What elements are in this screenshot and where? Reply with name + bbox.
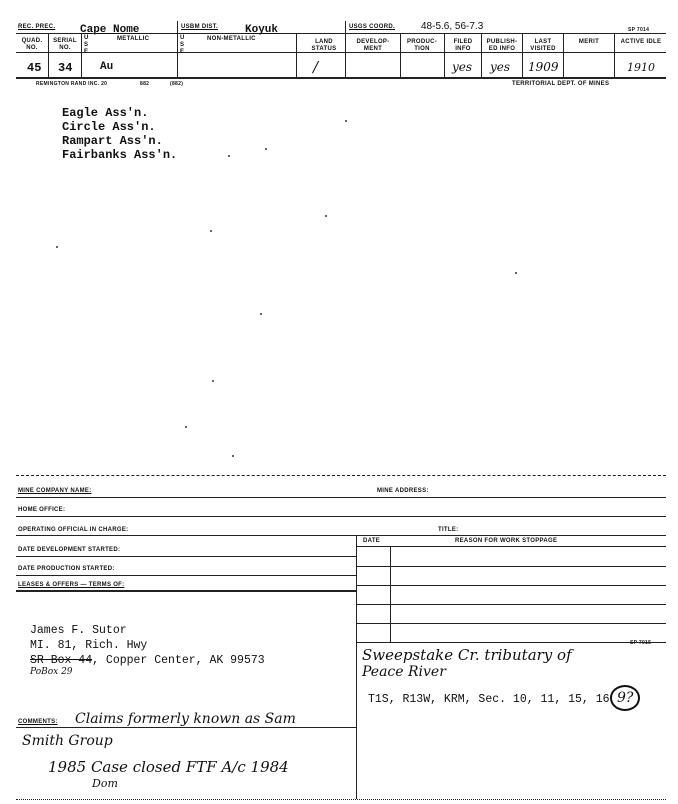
comment-line-3: 1985 Case closed FTF A/c 1984	[48, 758, 289, 776]
date-production-started-label: DATE PRODUCTION STARTED:	[18, 566, 115, 572]
scan-speck	[232, 455, 234, 457]
owner-address-line1: MI. 81, Rich. Hwy	[30, 639, 148, 652]
rec-prec-value: Cape Nome	[80, 24, 140, 36]
divider	[400, 33, 401, 77]
col-active-idle: ACTIVE IDLE	[620, 39, 662, 45]
scan-speck	[212, 380, 214, 382]
list-item: Fairbanks Ass'n.	[62, 148, 178, 162]
scan-speck	[345, 120, 347, 122]
row-filed-info: yes	[452, 60, 473, 74]
list-item: Rampart Ass'n.	[62, 134, 163, 148]
scan-speck	[325, 215, 327, 217]
associations-list	[62, 106, 177, 162]
printer-imprint: REMINGTON RAND INC. 20	[36, 81, 108, 87]
handwritten-location-2: Peace River	[362, 664, 446, 680]
right-panel-border	[356, 535, 357, 799]
col-production: PRODUC- TION	[406, 39, 438, 52]
mine-address-label: MINE ADDRESS:	[377, 488, 429, 494]
row-serial: 34	[58, 61, 73, 75]
col-land-status: LAND STATUS	[311, 39, 337, 52]
col-use-letters-2: U S E	[180, 35, 185, 55]
divider	[563, 33, 564, 77]
col-quad-no: QUAD. NO.	[21, 38, 43, 51]
divider	[296, 33, 297, 77]
col-metallic: METALLIC	[117, 36, 150, 42]
form-code-paren: (882)	[170, 81, 184, 87]
scan-speck	[210, 230, 212, 232]
usgs-coord-label: USGS COORD.	[349, 24, 395, 30]
form-number-lower: SP 7015	[630, 640, 652, 646]
row-quad: 45	[27, 61, 42, 75]
legal-location: T1S, R13W, KRM, Sec. 10, 11, 15, 16	[368, 693, 610, 706]
form-number: SP 7014	[628, 27, 650, 33]
usbm-dist-value: Koyuk	[245, 24, 279, 36]
owner-address-line2	[30, 653, 265, 668]
usbm-dist-label: USBM DIST.	[181, 24, 219, 30]
date-development-started-label: DATE DEVELOPMENT STARTED:	[18, 547, 121, 553]
date-column-divider	[390, 546, 391, 642]
scan-speck	[185, 426, 187, 428]
col-merit: MERIT	[578, 39, 600, 45]
rule-leases	[16, 590, 356, 592]
list-item: Eagle Ass'n.	[62, 106, 149, 120]
operating-official-label: OPERATING OFFICIAL IN CHARGE:	[18, 527, 129, 533]
rec-prec-label: REC. PREC.	[18, 24, 56, 30]
date-reason-header-rule	[356, 546, 666, 547]
circled-note: 9?	[610, 685, 640, 711]
scan-speck	[265, 148, 267, 150]
mine-company-name-label: MINE COMPANY NAME:	[18, 488, 92, 494]
rule-home-office	[16, 516, 666, 517]
stoppage-row-rule	[356, 642, 666, 643]
divider	[481, 33, 482, 77]
owner-address-city: , Copper Center, AK 99573	[92, 654, 265, 667]
rule-operating	[16, 535, 666, 536]
owner-address-block	[30, 623, 265, 668]
col-filed-info: FILED INFO	[453, 39, 473, 52]
scan-speck	[260, 313, 262, 315]
divider	[614, 33, 615, 77]
rule-prod-started	[16, 575, 356, 576]
owner-name: James F. Sutor	[30, 624, 127, 637]
handwritten-location-1: Sweepstake Cr. tributary of	[362, 646, 572, 664]
divider	[522, 33, 523, 77]
usgs-coord-value: 48-5.6, 56-7.3	[421, 21, 484, 32]
row-published-info: yes	[490, 60, 511, 74]
comments-label: COMMENTS:	[18, 719, 58, 725]
header-bottom-rule	[16, 77, 666, 79]
divider	[81, 33, 82, 77]
col-last-visited: LAST VISITED	[530, 39, 556, 52]
leases-offers-label: LEASES & OFFERS — TERMS OF:	[18, 582, 125, 588]
date-column-label: DATE	[363, 538, 381, 544]
form-code: 882	[140, 81, 150, 87]
scan-speck	[56, 246, 58, 248]
divider	[48, 33, 49, 77]
po-box-handwritten: PoBox 29	[30, 667, 73, 677]
stoppage-row-rule	[356, 604, 666, 605]
struck-address: SR Box 44	[30, 654, 93, 667]
comment-line-4: Dom	[92, 777, 118, 790]
row-active-idle: 1910	[627, 61, 655, 74]
row-last-visited: 1909	[528, 60, 559, 74]
rule-dev-started	[16, 556, 356, 557]
bottom-edge-rule	[16, 799, 666, 800]
scan-speck	[515, 272, 517, 274]
comments-rule	[16, 727, 356, 728]
divider	[177, 21, 178, 77]
row-land-status: /	[313, 58, 319, 76]
row-metallic: Au	[100, 61, 114, 73]
scan-speck	[228, 155, 230, 157]
form-top-rule	[16, 475, 666, 476]
stoppage-row-rule	[356, 585, 666, 586]
col-serial-no: SERIAL NO.	[53, 38, 77, 51]
comment-line-2: Smith Group	[22, 733, 113, 749]
issuing-department: TERRITORIAL DEPT. OF MINES	[512, 81, 610, 87]
col-use-letters: U S E	[84, 35, 89, 55]
col-development: DEVELOP- MENT	[356, 39, 390, 52]
rule-mine-company	[16, 497, 666, 498]
stoppage-row-rule	[356, 566, 666, 567]
col-published-info: PUBLISH- ED INFO	[486, 39, 518, 52]
stoppage-row-rule	[356, 623, 666, 624]
col-non-metallic: NON-METALLIC	[207, 36, 256, 42]
title-label: TITLE:	[438, 527, 459, 533]
home-office-label: HOME OFFICE:	[18, 507, 66, 513]
list-item: Circle Ass'n.	[62, 120, 156, 134]
divider	[444, 33, 445, 77]
reason-work-stoppage-label: REASON FOR WORK STOPPAGE	[455, 538, 558, 544]
comment-line-1: Claims formerly known as Sam	[75, 711, 296, 727]
